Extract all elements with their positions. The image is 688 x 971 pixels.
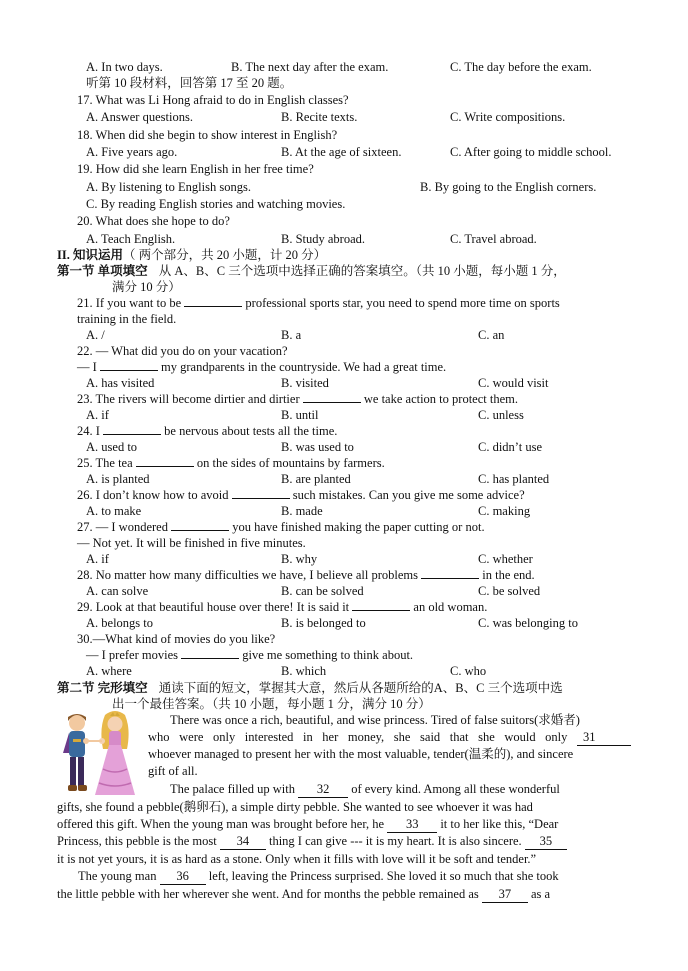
q19-option-a: A. By listening to English songs.	[86, 180, 251, 194]
passage-p2-line4-mid: thing I can give --- it is my heart. It is also sincere.	[268, 834, 522, 848]
q30-blank	[181, 647, 239, 659]
q27-option-a: A. if	[86, 552, 109, 566]
q29-stem	[77, 599, 487, 615]
q25-option-c: C. has planted	[478, 472, 550, 486]
blank-37: 37	[482, 886, 528, 903]
section1-instructions: 从 A、B、C 三个选项中选择正确的答案填空。（共 10 小题，每小题 1 分，	[158, 264, 566, 278]
passage-p1-line4: gift of all.	[148, 764, 198, 778]
q24-option-c: C. didn’t use	[478, 440, 543, 454]
q24-blank	[103, 423, 161, 435]
q18-stem: 18. When did she begin to show interest in English?	[77, 128, 338, 142]
q30-option-a: A. where	[86, 664, 132, 678]
blank-32: 32	[298, 781, 348, 798]
q28-blank	[421, 567, 479, 579]
q22-option-a: A. has visited	[86, 376, 155, 390]
q25-stem-end: on the sides of mountains by farmers.	[196, 456, 385, 470]
passage-p2-line1	[170, 781, 560, 798]
passage-p2-line4	[57, 833, 567, 850]
q17-option-b: B. Recite texts.	[281, 110, 358, 124]
passage-p3-line1	[78, 868, 559, 885]
part2-heading	[57, 247, 326, 263]
q27-stem-end: you have finished making the paper cutting or not.	[232, 520, 485, 534]
q20-option-c: C. Travel abroad.	[450, 232, 537, 246]
blank-35: 35	[525, 833, 567, 850]
passage-p2-line3-end: it to her like this, “Dear	[440, 817, 559, 831]
q26-stem-start: 26. I don’t know how to avoid	[77, 488, 229, 502]
passage-p3-line1-start: The young man	[78, 869, 157, 883]
q21-stem-start: 21. If you want to be	[77, 296, 182, 310]
q16-option-c: C. The day before the exam.	[450, 60, 592, 74]
q22-stem: 22. — What did you do on your vacation?	[77, 344, 288, 358]
q21-stem-end: professional sports star, you need to spend more time on sports	[245, 296, 560, 310]
q20-stem: 20. What does she hope to do?	[77, 214, 230, 228]
passage-p2-line1-start: The palace filled up with	[170, 782, 295, 796]
q26-option-c: C. making	[478, 504, 531, 518]
blank-36: 36	[160, 868, 206, 885]
passage-p2-line2: gifts, she found a pebble(鹅卵石), a simple dirty pebble. She wanted to see whoever it was had	[57, 800, 533, 814]
q30-stem: 30.—What kind of movies do you like?	[77, 632, 276, 646]
q20-option-b: B. Study abroad.	[281, 232, 366, 246]
q25-option-a: A. is planted	[86, 472, 150, 486]
q28-option-b: B. can be solved	[281, 584, 364, 598]
q18-option-a: A. Five years ago.	[86, 145, 178, 159]
part2-heading-title: II. 知识运用	[57, 248, 123, 262]
q23-stem-start: 23. The rivers will become dirtier and dirtier	[77, 392, 300, 406]
q30-option-c: C. who	[450, 664, 487, 678]
q26-blank	[232, 487, 290, 499]
q23-blank	[303, 391, 361, 403]
q16-option-a: A. In two days.	[86, 60, 163, 74]
q30-response-end: give me something to think about.	[242, 648, 414, 662]
q29-stem-end: an old woman.	[413, 600, 488, 614]
q25-stem-start: 25. The tea	[77, 456, 133, 470]
q22-response-end: my grandparents in the countryside. We had a great time.	[161, 360, 447, 374]
q28-stem	[77, 567, 535, 583]
section2-heading	[57, 680, 563, 696]
q28-stem-start: 28. No matter how many difficulties we have, I believe all problems	[77, 568, 418, 582]
prince-and-princess-illustration	[55, 709, 143, 801]
q29-option-a: A. belongs to	[86, 616, 154, 630]
q17-option-a: A. Answer questions.	[86, 110, 193, 124]
section2-instructions-cont: 出一个最佳答案。（共 10 小题，每小题 1 分，满分 10 分）	[112, 697, 431, 711]
passage-p3-line2-end: as a	[531, 887, 551, 901]
passage-p2-line4-start: Princess, this pebble is the most	[57, 834, 217, 848]
q16-option-b: B. The next day after the exam.	[231, 60, 389, 74]
q23-option-b: B. until	[281, 408, 319, 422]
q23-stem	[77, 391, 518, 407]
q21-stem	[77, 295, 560, 311]
passage-p2-line5: it is not yet yours, it is as hard as a stone. Only when it fills with love will it be soft and tender.”	[57, 852, 537, 866]
q18-option-c: C. After going to middle school.	[450, 145, 612, 159]
q27-option-b: B. why	[281, 552, 318, 566]
q23-stem-end: we take action to protect them.	[363, 392, 518, 406]
passage-p3-line1-end: left, leaving the Princess surprised. She loved it so much that she took	[208, 869, 559, 883]
q30-option-b: B. which	[281, 664, 327, 678]
q28-option-c: C. be solved	[478, 584, 541, 598]
q22-option-c: C. would visit	[478, 376, 549, 390]
q18-option-b: B. At the age of sixteen.	[281, 145, 402, 159]
q21-blank	[184, 295, 242, 307]
section1-instructions-cont: 满分 10 分）	[112, 280, 181, 294]
q22-response	[77, 359, 446, 375]
section2-title: 第二节 完形填空	[57, 681, 148, 695]
blank-34: 34	[220, 833, 266, 850]
q24-stem-start: 24. I	[77, 424, 100, 438]
q19-option-b: B. By going to the English corners.	[420, 180, 597, 194]
q22-response-start: — I	[77, 360, 97, 374]
q22-option-b: B. visited	[281, 376, 329, 390]
q26-stem	[77, 487, 525, 503]
passage-p1-line1: There was once a rich, beautiful, and wise princess. Tired of false suitors(求婚者)	[170, 713, 580, 727]
section10-intro: 听第 10 段材料，回答第 17 至 20 题。	[86, 76, 293, 90]
q29-stem-start: 29. Look at that beautiful house over there! It is said it	[77, 600, 350, 614]
q17-option-c: C. Write compositions.	[450, 110, 566, 124]
q27-response: — Not yet. It will be finished in five minutes.	[77, 536, 306, 550]
section1-title: 第一节 单项填空	[57, 264, 148, 278]
q27-option-c: C. whether	[478, 552, 533, 566]
passage-p2-line1-end: of every kind. Among all these wonderful	[351, 782, 560, 796]
passage-p2-line3	[57, 816, 558, 833]
q21-option-c: C. an	[478, 328, 505, 342]
q25-option-b: B. are planted	[281, 472, 351, 486]
passage-p2-line3-start: offered this gift. When the young man was brought before her, he	[57, 817, 385, 831]
passage-p3-line2-start: the little pebble with her wherever she went. And for months the pebble remained as	[57, 887, 479, 901]
q29-blank	[352, 599, 410, 611]
q21-option-b: B. a	[281, 328, 302, 342]
q29-option-c: C. was belonging to	[478, 616, 578, 630]
q28-stem-end: in the end.	[482, 568, 535, 582]
q25-blank	[136, 455, 194, 467]
passage-p1-line2-text: who were only interested in her money, she said that she would only	[148, 730, 568, 744]
q19-option-c: C. By reading English stories and watching movies.	[86, 197, 346, 211]
blank-31: 31	[577, 729, 631, 746]
section2-instructions: 通读下面的短文，掌握其大意，然后从各题所给的A、B、C 三个选项中选	[158, 681, 563, 695]
q26-option-a: A. to make	[86, 504, 142, 518]
passage-p1-line3: whoever managed to present her with the most valuable, tender(温柔的), and sincere	[148, 747, 574, 761]
q27-stem-start: 27. — I wondered	[77, 520, 168, 534]
part2-heading-rest: （ 两个部分，共 20 小题，计 20 分）	[122, 248, 327, 262]
q22-blank	[100, 359, 158, 371]
q24-option-b: B. was used to	[281, 440, 354, 454]
q28-option-a: A. can solve	[86, 584, 149, 598]
q20-option-a: A. Teach English.	[86, 232, 176, 246]
q26-stem-end: such mistakes. Can you give me some advice?	[292, 488, 525, 502]
q30-response-start: — I prefer movies	[86, 648, 178, 662]
q21-option-a: A. /	[86, 328, 105, 342]
q17-stem: 17. What was Li Hong afraid to do in English classes?	[77, 93, 349, 107]
passage-p3-line2	[57, 886, 550, 903]
q21-stem-cont: training in the field.	[77, 312, 177, 326]
q27-blank	[171, 519, 229, 531]
q24-stem	[77, 423, 337, 439]
section1-heading	[57, 263, 566, 279]
blank-33: 33	[387, 816, 437, 833]
q24-stem-end: be nervous about tests all the time.	[164, 424, 338, 438]
q29-option-b: B. is belonged to	[281, 616, 366, 630]
q27-stem	[77, 519, 485, 535]
passage-p1-line2	[148, 729, 631, 746]
q26-option-b: B. made	[281, 504, 323, 518]
q30-response	[86, 647, 413, 663]
q25-stem	[77, 455, 385, 471]
q19-stem: 19. How did she learn English in her free time?	[77, 162, 314, 176]
q23-option-c: C. unless	[478, 408, 524, 422]
q24-option-a: A. used to	[86, 440, 138, 454]
q23-option-a: A. if	[86, 408, 109, 422]
